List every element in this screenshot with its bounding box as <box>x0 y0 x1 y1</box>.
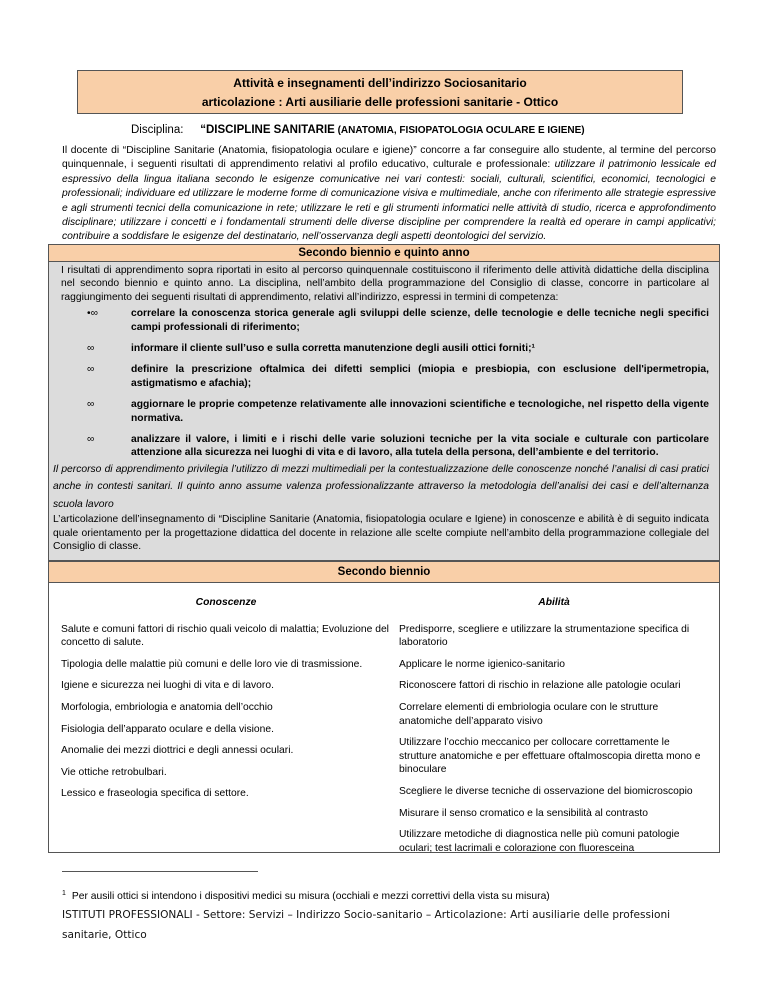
list-item-text: informare il cliente sull’uso e sulla corretta manutenzione degli ausili ottici forniti;¹ <box>131 343 535 355</box>
title-line-1: Attività e insegnamenti dell’indirizzo Sociosanitario <box>233 76 527 90</box>
conoscenze-abilita-table <box>48 583 720 853</box>
abilita-header: Abilità <box>538 597 570 608</box>
abilita-column <box>399 583 709 863</box>
footnote-text: Per ausili ottici si intendono i dispositivi medici su misura (occhiali e mezzi correttivi della vista su misura) <box>71 891 550 902</box>
table-cell: Lessico e fraseologia specifica di settore. <box>61 788 249 800</box>
page-footer: ISTITUTI PROFESSIONALI - Settore: Servizi – Indirizzo Socio-sanitario – Articolazione: Arti ausiliarie delle professioni sanitarie, Ottico <box>62 909 671 941</box>
table-cell: Riconoscere fattori di rischio in relazione alle patologie oculari <box>399 680 681 692</box>
bullet-icon: ∞ <box>87 364 95 376</box>
bullet-icon: ∞ <box>87 399 95 411</box>
list-item <box>61 398 709 425</box>
footnote-divider <box>62 871 258 872</box>
intro-text: Il docente di “Discipline Sanitarie (Anatomia, fisiopatologia oculare e igiene)” concorre a far conseguire allo studente, al termine del percorso quinquennale, i seguenti risultati di apprendimento relativi al profilo educativo, culturale e professionale: <box>62 145 716 171</box>
section-title-secondo-biennio-quinto-anno: Secondo biennio e quinto anno <box>48 244 720 262</box>
competenze-box <box>48 262 720 561</box>
bullet-icon: ∞ <box>87 434 95 446</box>
table-cell: Utilizzare l’occhio meccanico per collocare correttamente le strutture anatomiche e per effettuare oftalmoscopia diretta mono e binoculare <box>399 737 701 776</box>
table-cell: Tipologia delle malattie più comuni e delle loro vie di trasmissione. <box>61 658 363 670</box>
list-item <box>61 307 709 334</box>
bullet-icon: •∞ <box>87 308 98 320</box>
disciplina-line <box>131 124 585 136</box>
title-line-2: articolazione : Arti ausiliarie delle professioni sanitarie - Ottico <box>201 95 559 109</box>
list-item-text: aggiornare le proprie competenze relativamente alle innovazioni scientifiche e tecnologiche, nel rispetto della vigente normativa. <box>131 399 709 424</box>
table-cell: Igiene e sicurezza nei luoghi di vita e di lavoro. <box>61 680 274 692</box>
conoscenze-header: Conoscenze <box>195 597 257 608</box>
articolazione-paragraph: L’articolazione dell’insegnamento di “Discipline Sanitarie (Anatomia, fisiopatologia oculare e Igiene) in conoscenze e abilità è di seguito indicata quale orientamento per la progettazione didattica del docente in relazione alle scelte compiute nell’ambito della programmazione collegiale del Consiglio di classe. <box>53 514 709 553</box>
disciplina-name: “DISCIPLINE SANITARIE <box>200 124 335 136</box>
intro-paragraph <box>62 144 716 245</box>
document-title-box <box>77 70 683 114</box>
list-item-text: correlare la conoscenza storica generale agli sviluppi delle scienze, delle tecnologie e delle tecniche negli specifici campi professionali di riferimento; <box>131 308 709 333</box>
intro-italic-text: utilizzare il patrimonio lessicale ed espressivo della lingua italiana secondo le esigenze comunicative nei vari contesti: sociali, culturali, scientifici, economici, tecnologici e professionali; individuare ed utilizzare le moderne forme di comunicazione visiva e multimediale, anche con riferimento alle strategie espressive e agli strumenti tecnici della comunicazione in rete; utilizzare le reti e gli strumenti informatici nelle attività di studio, ricerca e approfondimento disciplinare; utilizzare i concetti e i fondamentali strumenti delle diverse discipline per comprendere la realtà ed operare in campi applicativi; contribuire a soddisfare le esigenze del destinatario, nell’osservanza degli aspetti deontologici del servizio. <box>62 159 716 243</box>
list-item-text: analizzare il valore, i limiti e i rischi delle varie soluzioni tecniche per la vita sociale e culturale con particolare attenzione alla sicurezza nei luoghi di vita e di lavoro, alla tutela della persona, dell’ambiente e del territorio. <box>131 434 709 459</box>
competenze-intro: I risultati di apprendimento sopra riportati in esito al percorso quinquennale costituiscono il riferimento delle attività didattiche della disciplina nel secondo biennio e quinto anno. La disciplina, nell’ambito della programmazione del Consiglio di classe, concorre in particolare al raggiungimento dei seguenti risultati di apprendimento, relativi all’indirizzo, espressi in termini di competenza: <box>61 265 709 303</box>
table-cell: Misurare il senso cromatico e la sensibilità al contrasto <box>399 807 648 819</box>
table-cell: Applicare le norme igienico-sanitario <box>399 658 565 670</box>
table-cell: Predisporre, scegliere e utilizzare la strumentazione specifica di laboratorio <box>399 623 690 649</box>
footnote <box>62 891 550 902</box>
table-cell: Correlare elementi di embriologia oculare con le strutture anatomiche dell’apparato visivo <box>399 701 659 727</box>
conoscenze-column <box>61 583 391 809</box>
list-item <box>61 363 709 390</box>
table-cell: Anomalie dei mezzi diottrici e degli annessi oculari. <box>61 745 294 757</box>
list-item <box>61 433 709 460</box>
percorso-paragraph: Il percorso di apprendimento privilegia l’utilizzo di mezzi multimediali per la contestualizzazione delle conoscenze nonché l’analisi di casi pratici anche in contesti sanitari. Il quinto anno assume valenza professionalizzante attraverso la metodologia dell’analisi dei casi e dell’alternanza scuola lavoro <box>53 463 709 510</box>
section-title-secondo-biennio: Secondo biennio <box>48 561 720 583</box>
list-item <box>61 342 709 355</box>
disciplina-detail: (ANATOMIA, FISIOPATOLOGIA OCULARE E IGIENE) <box>334 125 585 136</box>
table-cell: Salute e comuni fattori di rischio quali veicolo di malattia; Evoluzione del concetto di salute. <box>61 623 389 649</box>
disciplina-label: Disciplina: <box>131 124 184 136</box>
table-cell: Fisiologia dell’apparato oculare e della visione. <box>61 723 274 735</box>
table-cell: Vie ottiche retrobulbari. <box>61 766 167 778</box>
table-cell: Morfologia, embriologia e anatomia dell’occhio <box>61 701 273 713</box>
bullet-icon: ∞ <box>87 343 95 355</box>
table-cell: Scegliere le diverse tecniche di osservazione del biomicroscopio <box>399 785 693 797</box>
competenze-list <box>61 307 709 460</box>
list-item-text: definire la prescrizione oftalmica dei difetti semplici (miopia e presbiopia, con esclusione dell'ipermetropia, astigmatismo e afachia); <box>131 364 709 389</box>
table-cell: Utilizzare metodiche di diagnostica nelle più comuni patologie oculari; test lacrimali e colorazione con fluoresceina <box>399 829 680 854</box>
footnote-number: 1 <box>62 890 66 897</box>
